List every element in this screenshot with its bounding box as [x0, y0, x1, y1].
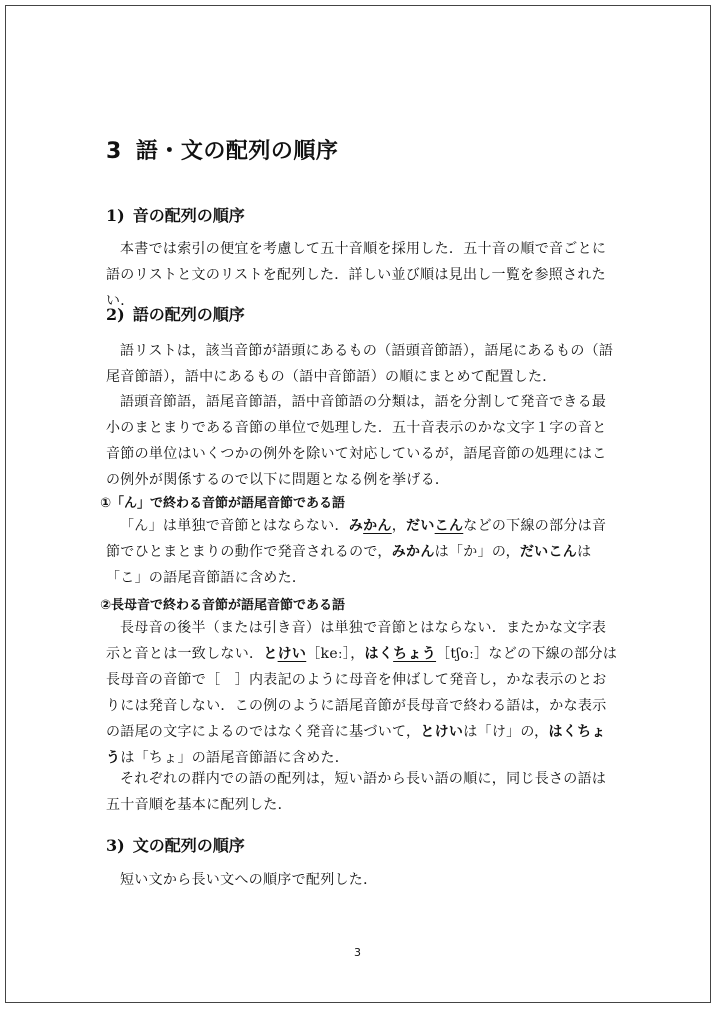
subsection-2-number: 2) — [106, 305, 125, 324]
subsection-2-paragraph-1: 語リストは，該当音節が語頭にあるもの（語頭音節語），語尾にあるもの（語尾音節語），語中にあるもの（語中音節語）の順にまとめて配置した． — [106, 343, 614, 385]
example-word-hakuchou: はくちょう — [364, 646, 437, 662]
subsection-2-paragraph-3: それぞれの群内での語の配列は，短い語から長い語の順に，同じ長さの語は五十音順を基本に配列した． — [106, 771, 607, 813]
subsection-1-paragraph: 本書では索引の便宜を考慮して五十音順を採用した．五十音の順で音ごとに語のリストと文のリストを配列した．詳しい並び順は見出し一覧を参照されたい． — [106, 241, 607, 309]
subsection-3-paragraph: 短い文から長い文への順序で配列した． — [120, 872, 378, 888]
subsection-2-title: 語の配列の順序 — [132, 305, 245, 324]
section-title: 語・文の配列の順序 — [135, 139, 339, 164]
subsection-1-number: 1) — [106, 206, 125, 225]
example-heading-long-vowel: ②長母音で終わる音節が語尾音節である語 — [100, 598, 346, 613]
subsection-3-heading — [106, 833, 245, 856]
subsection-1-title: 音の配列の順序 — [132, 206, 245, 225]
subsection-1-heading — [106, 203, 245, 226]
example-word-daikon: だいこん — [406, 518, 464, 534]
example-paragraph-n: 「ん」は単独で音節とはならない．みかん，だいこんなどの下線の部分は音節でひとまとまりの動作で発音されるので，みかんは「か」の，だいこんは「こ」の語尾音節語に含めた． — [106, 518, 607, 586]
subsection-2-paragraph-2: 語頭音節語，語尾音節語，語中音節語の分類は，語を分割して発音できる最小のまとまりである音節の単位で処理した．五十音表示のかな文字１字の音と音節の単位はいくつかの例外を除いて対応しているが，語尾音節の処理にはこの例外が関係するので以下に問題となる例を挙げる． — [106, 394, 607, 488]
section-number: 3 — [106, 139, 122, 164]
page-number: 3 — [354, 946, 361, 959]
subsection-2-heading — [106, 302, 245, 325]
example-paragraph-long-vowel: 長母音の後半（または引き音）は単独で音節とはならない．またかな文字表示と音とは一致しない．とけい［keː］，はくちょう［tʃoː］などの下線の部分は長母音の音節で［ ］内表記のように母音を伸ばして発音し，かな表示のとおりには発音しない．この例のように語尾音節が長母音で終わる語は，かな表示の語尾の文字によるのではなく発音に基づいて，とけいは「け」の，はくちょうは「ちょ」の語尾音節語に含めた． — [106, 620, 618, 766]
example-word-mikan: みかん — [348, 518, 392, 534]
subsection-3-title: 文の配列の順序 — [132, 836, 245, 855]
example-heading-n: ①「ん」で終わる音節が語尾音節である語 — [100, 496, 346, 511]
section-heading — [106, 134, 338, 165]
example-word-tokei: とけい — [263, 646, 307, 662]
subsection-3-number: 3) — [106, 836, 125, 855]
